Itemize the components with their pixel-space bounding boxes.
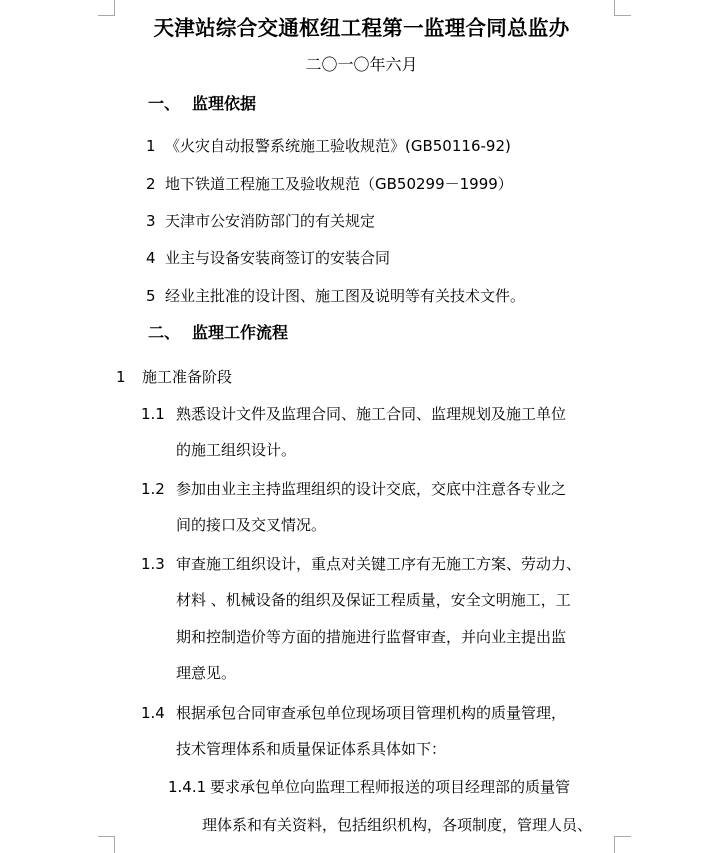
item-number: 5 (146, 287, 156, 305)
section-number: 一、 (148, 94, 181, 113)
item-line: 熟悉设计文件及监理合同、施工合同、监理规划及施工单位 (176, 405, 567, 423)
item-number: 4 (146, 249, 156, 267)
item-line: 间的接口及交叉情况。 (176, 516, 327, 534)
item-text: 《火灾自动报警系统施工验收规范》(GB50116-92) (165, 137, 511, 155)
item-line: 技术管理体系和质量保证体系具体如下： (176, 740, 447, 758)
item-line: 材料 、机械设备的组织及保证工程质量，安全文明施工，工 (176, 591, 571, 609)
document-title: 天津站综合交通枢纽工程第一监理合同总监办 (153, 16, 570, 40)
item-number: 1.4.1 (168, 778, 207, 796)
item-line: 参加由业主主持监理组织的设计交底，交底中注意各专业之 (176, 480, 567, 498)
item-text: 业主与设备安装商签订的安装合同 (165, 249, 391, 267)
item-text: 经业主批准的设计图、施工图及说明等有关技术文件。 (165, 287, 526, 305)
item-number: 1 (146, 137, 156, 155)
page-corner-mark (98, 836, 115, 853)
subsection-number: 1 (116, 368, 126, 386)
item-number: 1.3 (141, 555, 165, 573)
item-line: 理意见。 (176, 664, 237, 682)
section-number: 二、 (148, 323, 181, 342)
document-date: 二〇一〇年六月 (305, 55, 418, 74)
item-line: 期和控制造价等方面的措施进行监督审查，并向业主提出监 (176, 628, 567, 646)
item-line: 根据承包合同审查承包单位现场项目管理机构的质量管理， (176, 704, 567, 722)
item-line: 的施工组织设计。 (176, 441, 297, 459)
section-title: 监理工作流程 (192, 323, 289, 342)
item-text: 天津市公安消防部门的有关规定 (165, 212, 376, 230)
item-line: 审查施工组织设计，重点对关键工序有无施工方案、劳动力、 (176, 555, 582, 573)
item-number: 3 (146, 212, 156, 230)
subsection-title: 施工准备阶段 (142, 368, 233, 386)
item-text: 地下铁道工程施工及验收规范（GB50299－1999） (165, 175, 513, 193)
item-number: 2 (146, 175, 156, 193)
item-line: 理体系和有关资料，包括组织机构，各项制度，管理人员、 (202, 816, 593, 834)
item-number: 1.1 (141, 405, 165, 423)
item-line: 要求承包单位向监理工程师报送的项目经理部的质量管 (210, 778, 571, 796)
section-heading (148, 91, 256, 114)
item-number: 1.4 (141, 704, 165, 722)
section-title: 监理依据 (192, 94, 257, 113)
item-number: 1.2 (141, 480, 165, 498)
page-corner-mark (614, 836, 631, 853)
section-heading (148, 320, 288, 343)
